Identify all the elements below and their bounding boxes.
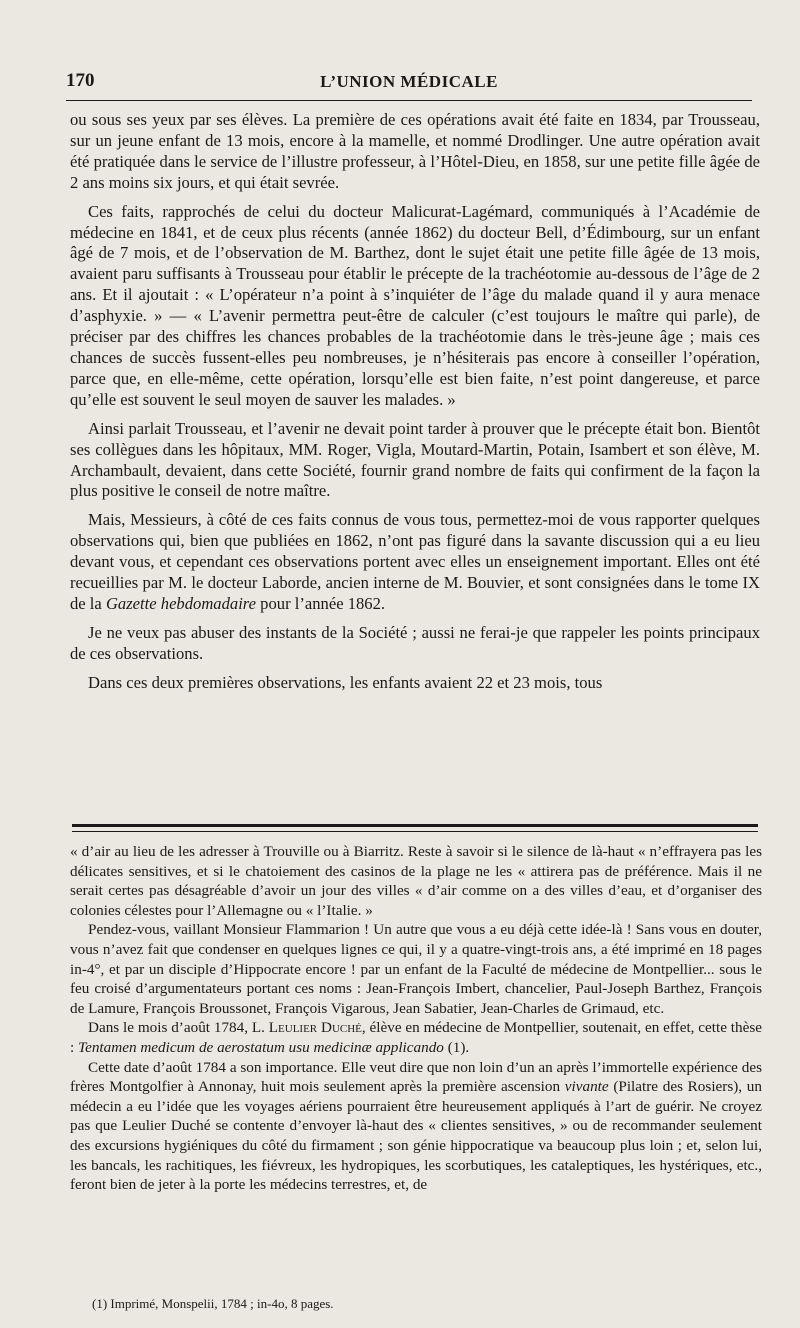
- header-rule: [66, 100, 752, 101]
- feuilleton-body: [70, 842, 762, 1195]
- paragraph: Je ne veux pas abuser des instants de la Société ; aussi ne ferai-je que rappeler les points principaux de ces observations.: [70, 622, 760, 663]
- author-name: L. Leulier Duché: [251, 1019, 362, 1037]
- paragraph: [70, 1058, 762, 1195]
- page-number: 170: [66, 70, 95, 91]
- page-header: [66, 70, 752, 96]
- paragraph: [70, 1018, 762, 1057]
- text-run: Mais, Messieurs, à côté de ces faits connus de vous tous, permettez-moi de vous rapporter quelques observations qui, bien que publiées en 1862, n’ont pas figuré dans la savante discussion qui a eu lieu devant vous, et cependant ces observations portent avec elles un enseignement important. Elles ont été recueillies par M. le docteur Laborde, ancien interne de M. Bouvier, et sont consignées dans le tome IX de la: [70, 510, 760, 613]
- paragraph: Dans ces deux premières observations, les enfants avaient 22 et 23 mois, tous: [88, 672, 603, 692]
- paragraph: Pendez-vous, vaillant Monsieur Flammarion ! Un autre que vous a eu déjà cette idée-là ! Sans vous en douter, vous n’avez fait que condenser en quelques lignes ce qui, il y a quatre-vingt-trois ans, a été imprimé en 18 pages in-4°, et par un disciple d’Hippocrate encore ! par un enfant de la Faculté de médecine de Montpellier... sous le feu croisé d’argumentateurs portant ces noms : Jean-François Imbert, chancelier, Paul-Joseph Barthez, François de Lamure, François Broussonet, François Vigarous, Jean Sabatier, Jean-Charles de Grimaud, etc.: [70, 921, 762, 1017]
- text-run: (1).: [443, 1038, 470, 1056]
- paragraph: ou sous ses yeux par ses élèves. La première de ces opérations avait été faite en 1834, par Trousseau, sur un jeune enfant de 13 mois, encore à la mamelle, et nommé Drodlinger. Une autre opération avait été pratiquée dans le service de l’illustre professeur, à l’Hôtel-Dieu, en 1858, sur une petite fille âgée de 2 ans moins six jours, et qui était sevrée.: [70, 110, 760, 192]
- paragraph: Ainsi parlait Trousseau, et l’avenir ne devait point tarder à prouver que le précepte était bon. Bientôt ses collègues dans les hôpitaux, MM. Roger, Vigla, Moutard-Martin, Potain, Isambert et son élève, M. Archambault, devaient, dans cette Société, fournir grand nombre de faits qui confirment de la façon la plus positive le conseil de notre maître.: [70, 418, 760, 501]
- article-body: [70, 110, 760, 702]
- quoted-paragraph: « d’air au lieu de les adresser à Trouville ou à Biarritz. Reste à savoir si le silence de là-haut « n’effrayera pas les délicates sensitives, et si le chatoiement des casinos de la plage ne les « attirera pas de préférence. Mais il ne serait certes pas désagréable d’avoir un jour des villes « d’air comme on a des villes d’eau, et d’organiser des colonies célestes pour l’Allemagne ou « l’Italie. »: [70, 843, 762, 919]
- text-run: (Pilatre des Rosiers), un médecin a eu l’idée que les voyages aériens pourraient être heureusement appliqués à l’art de guérir. Ne croyez pas que Leulier Duché se contente d’envoyer là-haut des « clientes sensitives, » ou de recommander seulement des excursions hygiéniques du côté du firmament ; son génie hippocratique va beaucoup plus loin ; et, selon lui, les bancals, les rachitiques, les fiévreux, les hydropiques, les scorbutiques, les cataleptiques, les hystériques, etc., feront bien de jeter à la porte les médecins terrestres, et, de: [70, 1078, 762, 1194]
- thesis-title: Tentamen medicum de aerostatum usu medicinæ applicando: [78, 1038, 444, 1056]
- paragraph: [70, 510, 760, 615]
- feuilleton-rule-thick: [72, 824, 758, 827]
- text-run: Dans le mois d’août 1784,: [88, 1019, 252, 1037]
- paragraph: Ces faits, rapprochés de celui du docteur Malicurat-Lagémard, communiqués à l’Académie de médecine en 1841, et de ceux plus récents (année 1862) du docteur Bell, d’Édimbourg, sur un enfant âgé de 7 mois, et de l’observation de M. Barthez, dont le sujet était une petite fille âgée de 13 mois, avaient paru suffisants à Trousseau pour établir le précepte de la trachéotomie au-dessous de l’âge de 2 ans. Et il ajoutait : « L’opérateur n’a point à s’inquiéter de l’âge du malade quand il y aura menace d’asphyxie. » — « L’avenir permettra peut-être de calculer (c’est toujours le maître qui parle), de préciser par des chiffres les chances probables de la trachéotomie dans le très-jeune âge ; mais ces chances de succès fussent-elles peu nombreuses, je n’hésiterais pas encore à conseiller l’opération, parce que, en elle-même, cette opération, lorsqu’elle est bien faite, n’est point dangereuse, et parce qu’elle est souvent le seul moyen de sauver les malades. »: [70, 201, 760, 409]
- text-run: pour l’année 1862.: [256, 593, 386, 613]
- text-run: , élève en médecine de Montpellier, soutenait, en effet, cette thèse :: [70, 1019, 762, 1056]
- running-title: L’UNION MÉDICALE: [320, 72, 498, 91]
- italic-word: vivante: [564, 1078, 609, 1096]
- journal-title: Gazette hebdomadaire: [105, 593, 257, 613]
- feuilleton-rule-thin: [72, 831, 758, 832]
- text-run: Cette date d’août 1784 a son importance. Elle veut dire que non loin d’un an après l’immortelle expérience des frères Montgolfier à Annonay, huit mois seulement après la première ascension: [70, 1058, 762, 1096]
- footnote: (1) Imprimé, Monspelii, 1784 ; in-4o, 8 pages.: [92, 1296, 334, 1311]
